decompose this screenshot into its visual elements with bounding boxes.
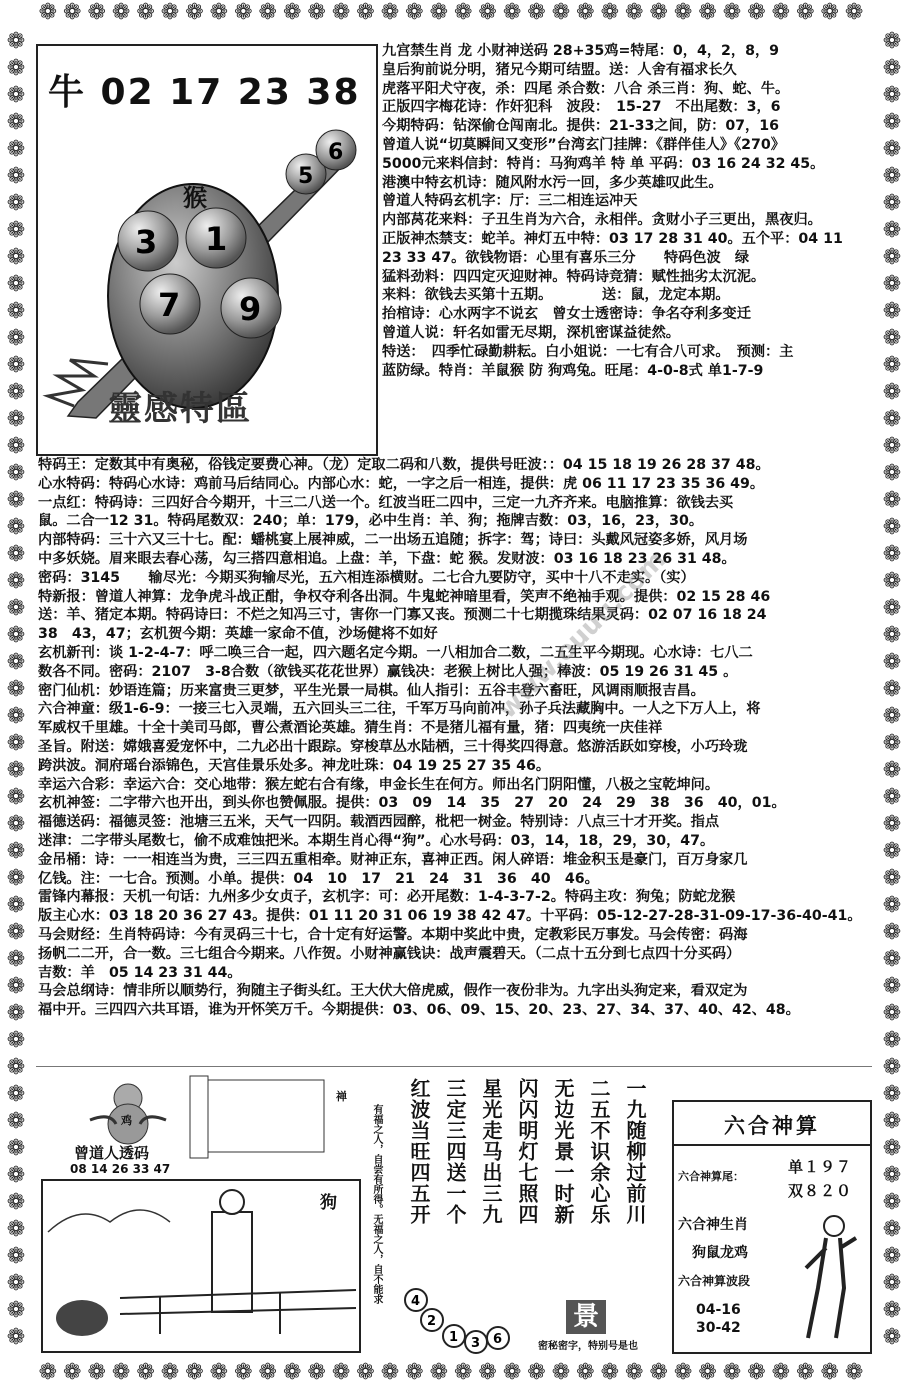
text-line: 幸运六合彩：幸运六合：交心地带：猴左蛇右合有缘，申金长生在何方。师出名门阴阳懂，八极之宝乾坤问。 bbox=[38, 776, 720, 793]
chan-label: 禅 bbox=[336, 1090, 347, 1103]
text-line: 数各不同。密码：2107 3-8合数（欲钱买花花世界）赢钱决：老猴上树比人强；棒波：05 19 26 31 45 。 bbox=[38, 663, 738, 680]
text-line: 玄机神签：二字带六也开出，到头你也赞佩服。提供：03 09 14 35 27 20 24 29 38 36 40，01。 bbox=[38, 795, 786, 812]
text-line: 金吊桶：诗：一一相连当为贵，三三四五重相牵。财神正东，喜神正西。闲人碎语：堆金积玉是豪门，百万身家几 bbox=[38, 851, 748, 868]
text-line: 跨洪波。洞府瑶台添锦色，天宫佳景乐处多。神龙吐珠：04 19 25 27 35 46。 bbox=[38, 757, 551, 774]
text-line: 玄机新刊：谈 1-2-4-7：呼二唤三合一起，四六题名定今期。一八相加合二数，二五生平今期现。心水诗：七八二 bbox=[38, 644, 753, 661]
text-line: 5000元来料信封：特肖：马狗鸡羊 特 单 平码：03 16 24 32 45。 bbox=[382, 155, 825, 172]
text-line: 来料：欲钱去买第十五期。 送：鼠，龙定本期。 bbox=[382, 287, 730, 304]
small-ball-number: 2 bbox=[427, 1314, 437, 1329]
text-line: 正版四字梅花诗：作奸犯科 波段： 15-27 不出尾数：3，6 bbox=[382, 99, 781, 116]
text-line: 抬棺诗：心水两字不说玄 曾女士透密诗：争名夺利多变迁 bbox=[382, 306, 751, 323]
old-man-figure-icon bbox=[796, 1208, 866, 1348]
text-line: 福中开。三四四六共耳语，谁为开怀笑万千。今期提供：03、06、09、15、20、23、27、34、37、40、42、48。 bbox=[38, 1002, 800, 1019]
text-line: 密门仙机：妙语连篇；历来富贵三更梦，平生光景一局棋。仙人指引：五谷丰登六畜旺，风调雨顺报吉昌。 bbox=[38, 682, 705, 699]
top-border: ❁❁❁❁❁❁❁❁❁❁❁❁❁❁❁❁❁❁❁❁❁❁❁❁❁❁❁❁❁❁❁❁❁❁ bbox=[38, 2, 870, 25]
text-line: 正版神杰禁支：蛇羊。神灯五中特：03 17 28 31 40。五个平：04 11 bbox=[382, 230, 843, 247]
left-border: ❁❁❁❁❁❁❁❁❁❁❁❁❁❁❁❁❁❁❁❁❁❁❁❁❁❁❁❁❁❁❁❁❁❁❁❁❁❁❁❁❁❁❁❁❁❁❁❁❁ bbox=[6, 29, 26, 1350]
text-line: 鼠。二合一12 31。特码尾数双：240；单：179，必中生肖：羊、狗；拖牌吉数：03，16，23，30。 bbox=[38, 513, 704, 530]
liuhe-title: 六合神算 bbox=[724, 1114, 820, 1138]
dog-label: 狗 bbox=[320, 1193, 337, 1213]
text-line: 虎落平阳犬守夜，杀：四尾 杀合数：八合 杀三肖：狗、蛇、牛。 bbox=[382, 80, 790, 97]
text-line: 内部莴花来料：子丑生肖为六合，永相伴。贪财小子三更出，黑夜归。 bbox=[382, 212, 822, 229]
bottom-border: ❁❁❁❁❁❁❁❁❁❁❁❁❁❁❁❁❁❁❁❁❁❁❁❁❁❁❁❁❁❁❁❁❁❁ bbox=[38, 1362, 870, 1385]
text-line: 今期特码：钻深偷仓闯南北。提供：21-33之间，防：07，16 bbox=[382, 118, 779, 135]
wave-2: 30-42 bbox=[696, 1320, 741, 1336]
special-zone-caption: 靈感特區 bbox=[108, 389, 252, 429]
text-line: 吉数：羊 05 14 23 31 44。 bbox=[38, 964, 242, 981]
poem-column: 红波当旺四五开 bbox=[407, 1078, 431, 1225]
text-line: 特码王：定数其中有奥秘，俗钱定要费心神。（龙）定取二码和八数，提供号旺波：：04 15 18 19 26 28 37 48。 bbox=[38, 457, 770, 473]
rock-icon bbox=[56, 1300, 108, 1336]
ball-number: 7 bbox=[158, 286, 181, 324]
text-line: 23 33 47。欲钱物语：心里有喜乐三分 特码色波 绿 bbox=[382, 249, 750, 266]
text-line: 亿钱。注：一七合。预测。小单。提供：04 10 17 21 24 31 36 40 46。 bbox=[38, 870, 599, 887]
poem-column: 三定三四送一个 bbox=[443, 1078, 467, 1225]
poem-column: 闪闪明灯七照四 bbox=[515, 1078, 539, 1225]
small-ball-number: 1 bbox=[449, 1330, 459, 1345]
ball-number: 5 bbox=[298, 164, 314, 189]
bottom-left-illustration bbox=[40, 1072, 362, 1354]
ball-number: 9 bbox=[239, 290, 262, 328]
text-line: 军威权千里雄。十全十美司马郎，曹公煮酒论英雄。猜生肖：不是猪儿福有量，猪：四夷统一庆佳祥 bbox=[38, 720, 663, 737]
text-line: 一点红：特码诗：三四好合今期开，十三二八送一个。红波当旺二四中，三定一九齐齐来。电脑推算：欲钱去买 bbox=[38, 494, 734, 511]
main-text-block bbox=[38, 456, 870, 1020]
scroll-icon bbox=[208, 1080, 324, 1152]
ball-number: 6 bbox=[328, 140, 344, 165]
text-line: 曾道人说：轩名如雷无尽期，深机密谋益徒然。 bbox=[382, 324, 680, 341]
single-value: 单１９７ bbox=[788, 1158, 853, 1176]
lady-figure-icon bbox=[212, 1212, 252, 1312]
ball-number: 1 bbox=[205, 220, 228, 258]
text-line: 特新报：曾道人神算：龙争虎斗战正酣，争权夺利各出洞。牛鬼蛇神暗里看，笑声不绝袖手观。提供：02 15 28 46 bbox=[38, 588, 771, 605]
tail-label: 六合神算尾： bbox=[678, 1170, 744, 1183]
gourd-tag: 鸡 bbox=[121, 1114, 132, 1127]
text-line: 版主心水：03 18 20 36 27 43。提供：01 11 20 31 06 19 38 42 47。十平码：05-12-27-28-31-09-17-36-40-41。 bbox=[38, 908, 862, 925]
text-line: 曾道人特码玄机字：厅：三二相连运冲天 bbox=[382, 193, 638, 210]
wave-label: 六合神算波段 bbox=[678, 1274, 751, 1288]
small-balls bbox=[402, 1286, 512, 1356]
poem-column: 无边光景一时新 bbox=[551, 1078, 575, 1225]
section-divider bbox=[36, 1066, 872, 1067]
zodiac-label: 六合神生肖 bbox=[678, 1217, 748, 1233]
small-ball-number: 4 bbox=[411, 1294, 421, 1309]
text-line: 中多妖娆。眉来眼去春心荡，勾三搭四意相追。上盘：羊，下盘：蛇 猴。发财波：03 16 18 23 26 31 48。 bbox=[38, 550, 736, 567]
vertical-poem bbox=[407, 1078, 650, 1288]
text-line: 扬帆二二开，合一数。三七组合今期来。八作贺。小财神赢钱诀：战声震碧天。（二点十五分到七点四十分买码） bbox=[38, 945, 741, 962]
text-line: 圣旨。附送：嫦娥喜爱宠怀中，二九必出十跟踪。穿梭草丛水陆栖，三十得奖四得意。悠游活跃如穿梭，小巧玲珑 bbox=[38, 738, 748, 755]
small-ball-number: 3 bbox=[471, 1336, 481, 1351]
text-line: 港澳中特玄机诗：随风附水污一回，多少英雄叹此生。 bbox=[382, 174, 723, 191]
text-line: 九宫禁生肖 龙 小财神送码 28+35鸡=特尾：0，4，2，8，9 bbox=[382, 43, 780, 59]
text-line: 送：羊、猪定本期。特码诗曰：不烂之知冯三寸，害你一门寡又丧。预测二十七期揽珠结果灵码：02 07 16 18 24 bbox=[38, 607, 767, 624]
text-line: 特送： 四季忙碌勤耕耘。白小姐说：一七有合八可求。 预测：主 bbox=[382, 343, 794, 360]
poem-column: 星光走马出三九 bbox=[479, 1078, 503, 1225]
text-line: 皇后狗前说分明，猪兄今期可结盟。送：人舍有福求长久 bbox=[382, 61, 737, 78]
wave-1: 04-16 bbox=[696, 1302, 741, 1318]
text-line: 密码：3145 输尽光：今期买狗输尽光，五六相连添横财。二七合九要防守，买中十八不走实。（实） bbox=[38, 569, 695, 586]
text-line: 马会财经：生肖特码诗：今有灵码三十七，合十定有好运警。本期中奖此中贵，定教彩民万事发。马会传密：码海 bbox=[38, 926, 748, 943]
text-line: 内部特码：三十六又三十七。配：蟠桃宴上展神威，二一出场五追随；拆字：驾；诗曰：头戴风冠姿多娇，风月场 bbox=[38, 532, 748, 549]
text-line: 六合神童：级1-6-9：一接三七入灵端，五六回头三二往，千军万马向前冲，孙子兵法藏胸中。一人之下万人上，将 bbox=[38, 701, 761, 718]
zodiac-value: 狗鼠龙鸡 bbox=[692, 1245, 748, 1261]
watermark: www.ouuu.com bbox=[492, 545, 672, 725]
text-line: 曾道人说“切莫瞬间又变形”台湾玄门挂牌：《群伴佳人》《270》 bbox=[382, 136, 785, 153]
zeng-title: 曾道人透码 bbox=[74, 1144, 150, 1162]
jing-caption: 密秘密字，特别号是也 bbox=[538, 1341, 638, 1352]
double-value: 双８２０ bbox=[788, 1182, 853, 1200]
right-text-column bbox=[382, 42, 870, 380]
ball-number: 3 bbox=[135, 223, 158, 261]
jing-badge: 景 bbox=[566, 1300, 606, 1334]
text-line: 雷锋内幕报：天机一句话：九州多少女贞子，玄机字：可：必开尾数：1-4-3-7-2。特码主攻：狗兔；防蛇龙猴 bbox=[38, 889, 736, 906]
liuhe-shensuan-box bbox=[672, 1100, 872, 1354]
zeng-numbers: 08 14 26 33 47 bbox=[70, 1162, 171, 1176]
text-line: 猛料劲料：四四定灭迎财神。特码诗竞猜：赋性拙劣太沉泥。 bbox=[382, 268, 766, 285]
small-ball-number: 6 bbox=[493, 1332, 503, 1347]
zodiac-label: 猴 bbox=[183, 184, 207, 212]
text-line: 马会总纲诗：情非所以顺势行，狗随主子街头红。王大伏大倍虎威，假作一夜份非为。九字出头狗定来，看双定为 bbox=[38, 983, 748, 1000]
text-line: 福德送码：福德灵签：池塘三五米，天气一四阴。载酒西园醉，枇杷一树金。特别诗：八点三十才开奖。指点 bbox=[38, 814, 720, 831]
text-line: 蓝防绿。特肖：羊鼠猴 防 狗鸡兔。旺尾：4-0-8式 单1-7-9 bbox=[382, 362, 764, 379]
poem-column: 一九随柳过前川 bbox=[623, 1078, 647, 1225]
side-poem: 有福之人，自尝有所得。无福之人，自不能求 bbox=[371, 1104, 382, 1304]
lucky-zone-box bbox=[36, 44, 378, 456]
right-border: ❁❁❁❁❁❁❁❁❁❁❁❁❁❁❁❁❁❁❁❁❁❁❁❁❁❁❁❁❁❁❁❁❁❁❁❁❁❁❁❁❁❁❁❁❁❁❁❁❁ bbox=[882, 29, 902, 1350]
text-line: 迷津：二字带头尾数七，偷不成难蚀把米。本期生肖心得“狗”。心水号码：03，14，18，29，30，47。 bbox=[38, 832, 715, 849]
text-line: 心水特码：特码心水诗：鸡前马后结同心。内部心水：蛇，一字之后一相连，提供：虎 06 11 17 23 35 36 49。 bbox=[38, 475, 765, 492]
zodiac-numbers: 牛 02 17 23 38 bbox=[48, 72, 361, 113]
poem-column: 二五不识余心乐 bbox=[587, 1078, 611, 1225]
text-line: 38 43，47；玄机贺今期：英雄一家命不值，沙场健将不如好 bbox=[38, 626, 438, 643]
